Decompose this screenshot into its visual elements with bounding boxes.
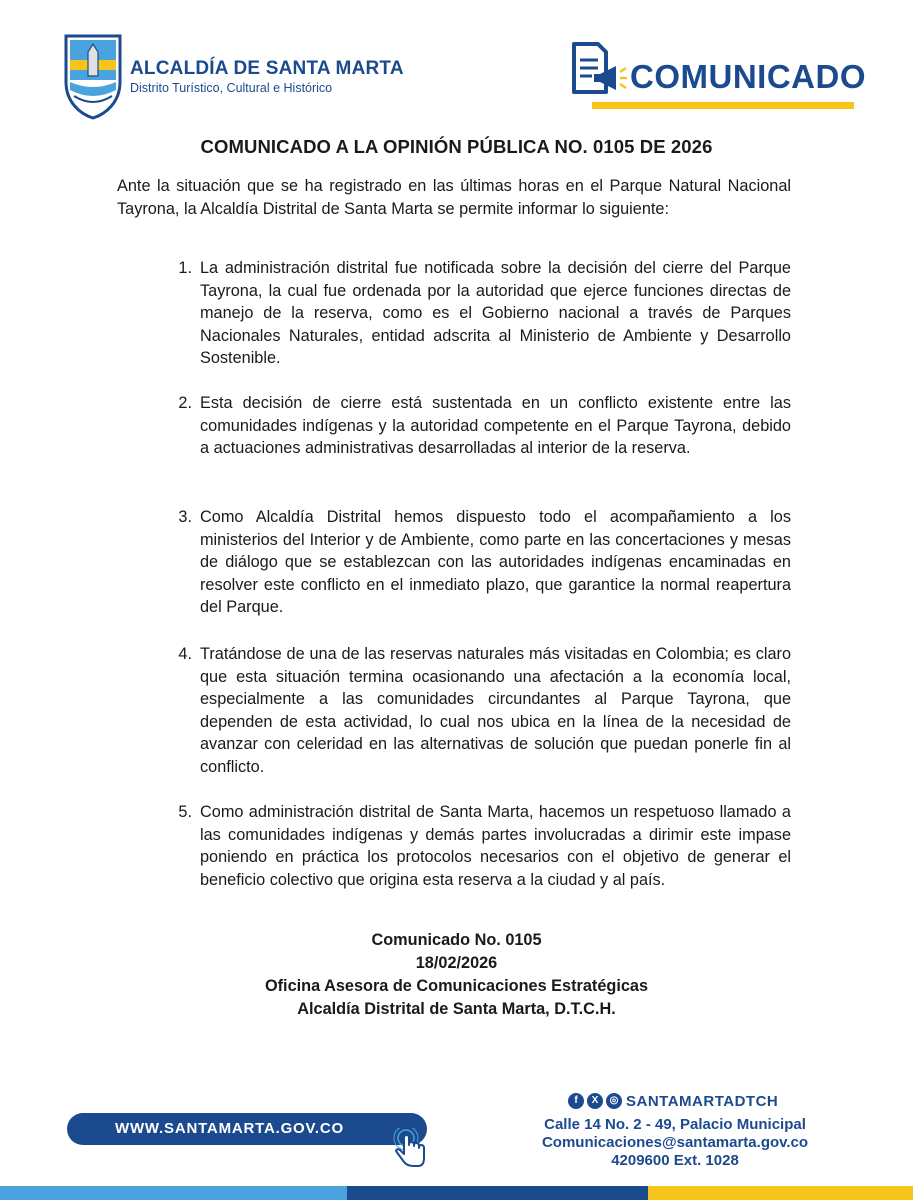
strip-yellow [648, 1186, 913, 1200]
pointing-hand-icon [392, 1128, 432, 1170]
list-item-text: Como Alcaldía Distrital hemos dispuesto todo el acompañamiento a los ministerios del Interior y de Ambiente, como parte en las concertaciones y mesas de diálogo que se establezcan con las autoridades indígenas encaminadas en resolver este conflicto en el inmediato plazo, que garantice la normal reapertura del Parque. [200, 508, 791, 617]
list-item-text: La administración distrital fue notificada sobre la decisión del cierre del Parque Tayrona, la cual fue ordenada por la autoridad que ejerce funciones directas de manejo de la reserva, como es el Gobierno nacional a través de Parques Nacionales Naturales, entidad adscrita al Ministerio de Ambiente y Desarrollo Sostenible. [200, 259, 791, 368]
address: Calle 14 No. 2 - 49, Palacio Municipal [544, 1116, 806, 1133]
signature-block [0, 929, 913, 1021]
comunicado-badge [570, 40, 895, 115]
document-title: COMUNICADO A LA OPINIÓN PÚBLICA NO. 0105 DE 2026 [200, 136, 713, 157]
list-item-number: 3. [178, 508, 192, 526]
signature-office: Oficina Asesora de Comunicaciones Estratégicas [264, 977, 649, 995]
social-handle[interactable]: SANTAMARTADTCH [626, 1093, 779, 1110]
list-item-number: 1. [178, 259, 192, 277]
signature-entity: Alcaldía Distrital de Santa Marta, D.T.C.H. [297, 1000, 616, 1018]
org-block [130, 58, 404, 95]
website-link[interactable] [67, 1113, 427, 1145]
comunicado-underline [592, 102, 854, 109]
instagram-icon[interactable]: ◎ [606, 1093, 622, 1109]
signature-communique-number: Comunicado No. 0105 [371, 931, 542, 949]
intro-paragraph: Ante la situación que se ha registrado en las últimas horas en el Parque Natural Nacional Tayrona, la Alcaldía Distrital de Santa Marta se permite informar lo siguiente: [117, 177, 791, 218]
list-item-number: 5. [178, 803, 192, 821]
strip-dark-blue [347, 1186, 648, 1200]
comunicado-heading: COMUNICADO [630, 58, 866, 95]
list-item-text: Como administración distrital de Santa Marta, hacemos un respetuoso llamado a las comunidades indígenas y demás partes involucradas a dirimir este impase poniendo en práctica los protocolos necesarios con el objetivo de generar el beneficio colectivo que origina esta reserva a la ciudad y al país. [200, 803, 791, 889]
website-url: WWW.SANTAMARTA.GOV.CO [115, 1120, 345, 1137]
list-item-number: 2. [178, 394, 192, 412]
list-item-number: 4. [178, 645, 192, 663]
signature-date: 18/02/2026 [415, 954, 498, 972]
contact-block [520, 1116, 830, 1170]
color-strip [0, 1186, 913, 1200]
facebook-icon[interactable]: f [568, 1093, 584, 1109]
city-shield-icon [62, 30, 124, 120]
list-item-text: Tratándose de una de las reservas naturales más visitadas en Colombia; es claro que esta situación termina ocasionando una afectación a la economía local, especialmente a las comunidades circundantes al Parque Tayrona, que dependen de esta actividad, lo cual nos ubica en la línea de la necesidad de avanzar con celeridad en las alternativas de solución que puedan ponerle fin al conflicto. [200, 645, 791, 776]
org-name: ALCALDÍA DE SANTA MARTA [130, 58, 404, 79]
org-subtitle: Distrito Turístico, Cultural e Histórico [130, 81, 333, 95]
list-item-text: Esta decisión de cierre está sustentada en un conflicto existente entre las comunidades indígenas y la autoridad competente en el Parque Tayrona, debido a actuaciones administrativas desarrolladas al interior de la reserva. [200, 394, 791, 458]
phone: 4209600 Ext. 1028 [611, 1152, 739, 1169]
x-icon[interactable]: X [587, 1093, 603, 1109]
document-megaphone-icon [570, 40, 632, 98]
strip-light-blue [0, 1186, 347, 1200]
email-link[interactable]: Comunicaciones@santamarta.gov.co [541, 1134, 809, 1151]
